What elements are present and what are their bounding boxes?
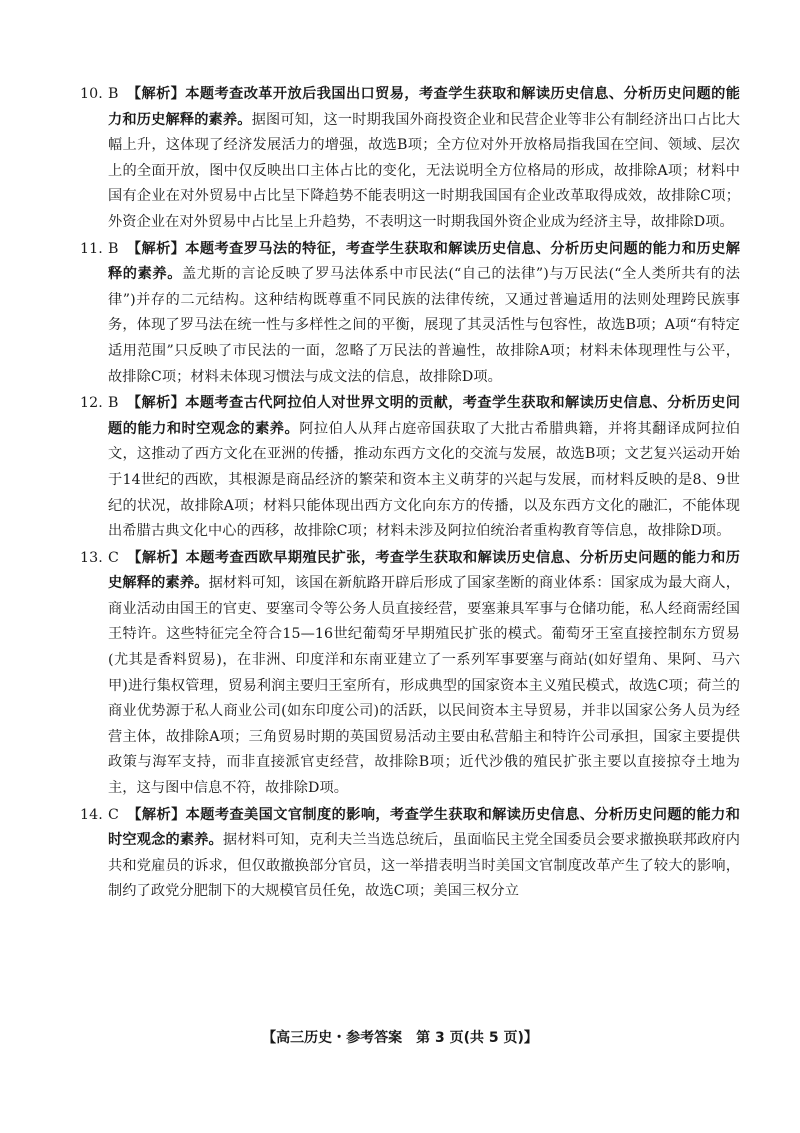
question-number: 12. [80,395,103,412]
answer-key-page [80,82,740,906]
question-number: 14. [80,806,103,823]
answer-choice: B [108,395,119,412]
question-number: 10. [80,86,103,102]
analysis-body: 据材料可知，克利夫兰当选总统后，虽面临民主党全国委员会要求撤换联邦政府内共和党雇员的诉求，但仅敢撤换部分官员，这一举措表明当时美国文官制度改革产生了较大的影响，制约了政党分肥制下的大规模官员任免，故选C项；美国三权分立 [108,832,740,900]
analysis-body: 盖尤斯的言论反映了罗马法体系中市民法(“自己的法律”)与万民法(“全人类所共有的法律”)并存的二元结构。这种结构既尊重不同民族的法律传统，又通过普遍适用的法则处理跨民族事务，体现了罗马法在统一性与多样性之间的平衡，展现了其灵活性与包容性，故选B项；A项“有特定适用范围”只反映了市民法的一面，忽略了万民法的普遍性，故排除A项；材料未体现理性与公平，故排除C项；材料未体现习惯法与成文法的信息，故排除D项。 [108,266,740,385]
analysis-lead: 【解析】本题考查西欧早期殖民扩张，考查学生获取和解读历史信息、分析历史问题的能力和历史解释的素养。 [108,549,740,592]
answer-choice: C [108,549,119,566]
analysis-lead: 【解析】本题考查美国文官制度的影响，考查学生获取和解读历史信息、分析历史问题的能力和时空观念的素养。 [108,806,740,849]
page-footer: 【高三历史・参考答案 第 3 页(共 5 页)】 [262,1030,538,1046]
answer-item-13 [80,546,740,802]
question-number: 13. [80,549,103,566]
answer-choice: C [108,806,119,823]
answer-item-12 [80,391,740,545]
analysis-body: 阿拉伯人从拜占庭帝国获取了大批古希腊典籍，并将其翻译成阿拉伯文，这推动了西方文化在亚洲的传播，推动东西方文化的交流与发展，故选B项；文艺复兴运动开始于14世纪的西欧，其根源是商品经济的繁荣和资本主义萌芽的兴起与发展，而材料反映的是8、9世纪的状况，故排除A项；材料只能体现出西方文化向东方的传播，以及东西方文化的融汇，不能体现出希腊古典文化中心的西移，故排除C项；材料未涉及阿拉伯统治者重构教育等信息，故排除D项。 [108,420,740,540]
analysis-lead: 【解析】本题考查古代阿拉伯人对世界文明的贡献，考查学生获取和解读历史信息、分析历史问题的能力和时空观念的素养。 [108,395,740,437]
analysis-lead: 【解析】本题考查罗马法的特征，考查学生获取和解读历史信息、分析历史问题的能力和历史解释的素养。 [108,240,740,283]
answer-choice: B [108,240,119,257]
analysis-lead: 【解析】本题考查改革开放后我国出口贸易，考查学生获取和解读历史信息、分析历史问题的能力和历史解释的素养。 [108,86,740,128]
question-number: 11. [80,240,103,257]
analysis-body: 据材料可知，该国在新航路开辟后形成了国家垄断的商业体系：国家成为最大商人，商业活动由国王的官吏、要塞司令等公务人员直接经营，要塞兼具军事与仓储功能，私人经商需经国王特许。这些特征完全符合15—16世纪葡萄牙早期殖民扩张的模式。葡萄牙王室直接控制东方贸易(尤其是香料贸易)，在非洲、印度洋和东南亚建立了一系列军事要塞与商站(如好望角、果阿、马六甲)进行集权管理，贸易利润主要归王室所有，形成典型的国家资本主义殖民模式，故选C项；荷兰的商业优势源于私人商业公司(如东印度公司)的活跃，以民间资本主导贸易，并非以国家公务人员为经营主体，故排除A项；三角贸易时期的英国贸易活动主要由私营船主和特许公司承担，国家主要提供政策与海军支持，而非直接派官吏经营，故排除B项；近代沙俄的殖民扩张主要以直接掠夺土地为主，这与图中信息不符，故排除D项。 [108,575,741,797]
answer-item-10 [80,82,740,236]
answer-item-14 [80,803,740,905]
answer-item-11 [80,237,740,391]
analysis-body: 据图可知，这一时期我国外商投资企业和民营企业等非公有制经济出口占比大幅上升，这体现了经济发展活力的增强，故选B项；全方位对外开放格局指我国在空间、领域、层次上的全面开放，图中仅反映出口主体占比的变化，无法说明全方位格局的形成，故排除A项；材料中国有企业在对外贸易中占比呈下降趋势不能表明这一时期我国国有企业改革取得成效，故排除C项；外资企业在对外贸易中占比呈上升趋势，不表明这一时期我国外资企业成为经济主导，故排除D项。 [108,111,740,230]
answer-choice: B [108,86,119,102]
